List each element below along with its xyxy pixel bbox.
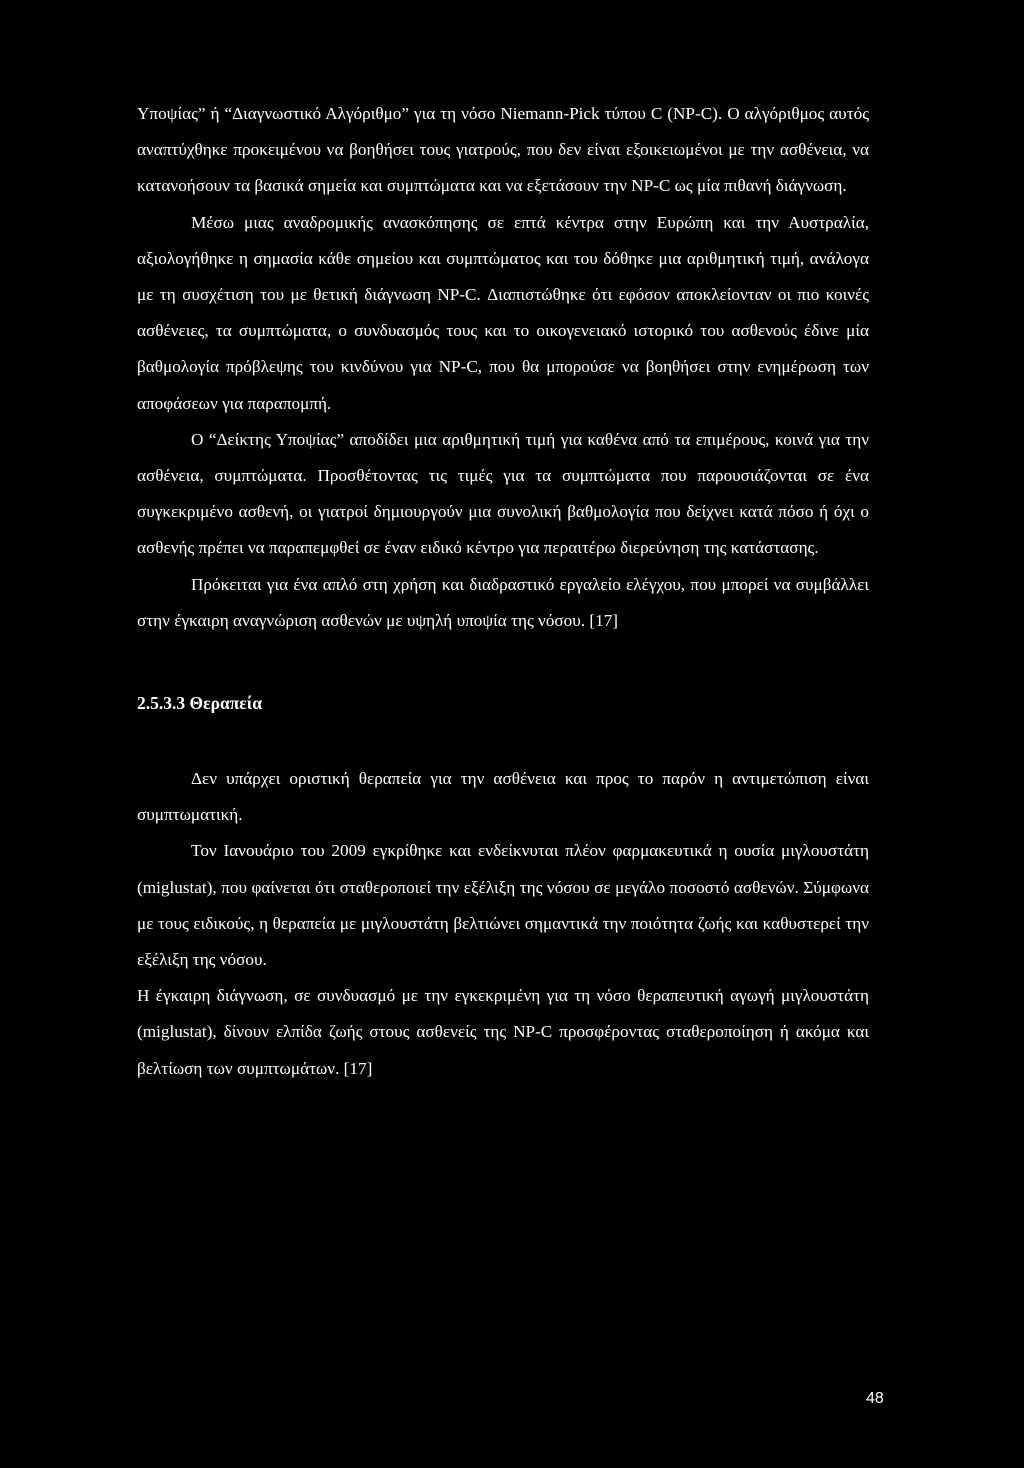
paragraph-no-cure: Δεν υπάρχει οριστική θεραπεία για την ασθένεια και προς το παρόν η αντιμετώπιση είναι συμπτωματική. <box>137 769 869 825</box>
page-number: 48 <box>866 1390 884 1407</box>
section-heading-therapy: 2.5.3.3 Θεραπεία <box>137 693 262 714</box>
paragraph-retrospective-review: Μέσω μιας αναδρομικής ανασκόπησης σε επτά κέντρα στην Ευρώπη και την Αυστραλία, αξιολογήθηκε η σημασία κάθε σημείου και συμπτώματος και του δόθηκε μια αριθμητική τιμή, ανάλογα με τη συσχέτιση του με θετική διάγνωση NP-C. Διαπιστώθηκε ότι εφόσον αποκλείονταν οι πιο κοινές ασθένειες, τα συμπτώματα, ο συνδυασμός τους και το οικογενειακό ιστορικό του ασθενούς έδινε μία βαθμολογία πρόβλεψης του κινδύνου για NP-C, που θα μπορούσε να βοηθήσει στην ενημέρωση των αποφάσεων για παραπομπή. <box>137 212 869 413</box>
paragraph-diagnostic-algorithm: Υποψίας” ή “Διαγνωστικό Αλγόριθμο” για τη νόσο Niemann-Pick τύπου C (NP-C). Ο αλγόριθμος αυτός αναπτύχθηκε προκειμένου να βοηθήσει τους γιατρούς, που δεν είναι εξοικειωμένοι με την ασθένεια, να κατανοήσουν τα βασικά σημεία και συμπτώματα και να εξετάσουν την NP-C ως μία πιθανή διάγνωση. <box>137 104 869 196</box>
paragraph-screening-tool: Πρόκειται για ένα απλό στη χρήση και διαδραστικό εργαλείο ελέγχου, που μπορεί να συμβάλλει στην έγκαιρη αναγνώριση ασθενών με υψηλή υποψία της νόσου. [17] <box>137 574 869 630</box>
document-page <box>137 96 869 1087</box>
paragraph-miglustat-approval: Τον Ιανουάριο του 2009 εγκρίθηκε και ενδείκνυται πλέον φαρμακευτικά η ουσία μιγλουστάτη (miglustat), που φαίνεται ότι σταθεροποιεί την εξέλιξη της νόσου σε μεγάλο ποσοστό ασθενών. Σύμφωνα με τους ειδικούς, η θεραπεία με μιγλουστάτη βελτιώνει σημαντικά την ποιότητα ζωής και καθυστερεί την εξέλιξη της νόσου. <box>137 841 869 970</box>
paragraph-early-diagnosis: Η έγκαιρη διάγνωση, σε συνδυασμό με την εγκεκριμένη για τη νόσο θεραπευτική αγωγή μιγλουστάτη (miglustat), δίνουν ελπίδα ζωής στους ασθενείς της NP-C προσφέροντας σταθεροποίηση ή ακόμα και βελτίωση των συμπτωμάτων. [17] <box>137 986 869 1078</box>
paragraph-suspicion-index: Ο “Δείκτης Υποψίας” αποδίδει μια αριθμητική τιμή για καθένα από τα επιμέρους, κοινά για την ασθένεια, συμπτώματα. Προσθέτοντας τις τιμές για τα συμπτώματα που παρουσιάζονται σε ένα συγκεκριμένο ασθενή, οι γιατροί δημιουργούν μια συνολική βαθμολογία που δείχνει κατά πόσο ή όχι ο ασθενής πρέπει να παραπεμφθεί σε έναν ειδικό κέντρο για περαιτέρω διερεύνηση της κατάστασης. <box>137 429 869 558</box>
